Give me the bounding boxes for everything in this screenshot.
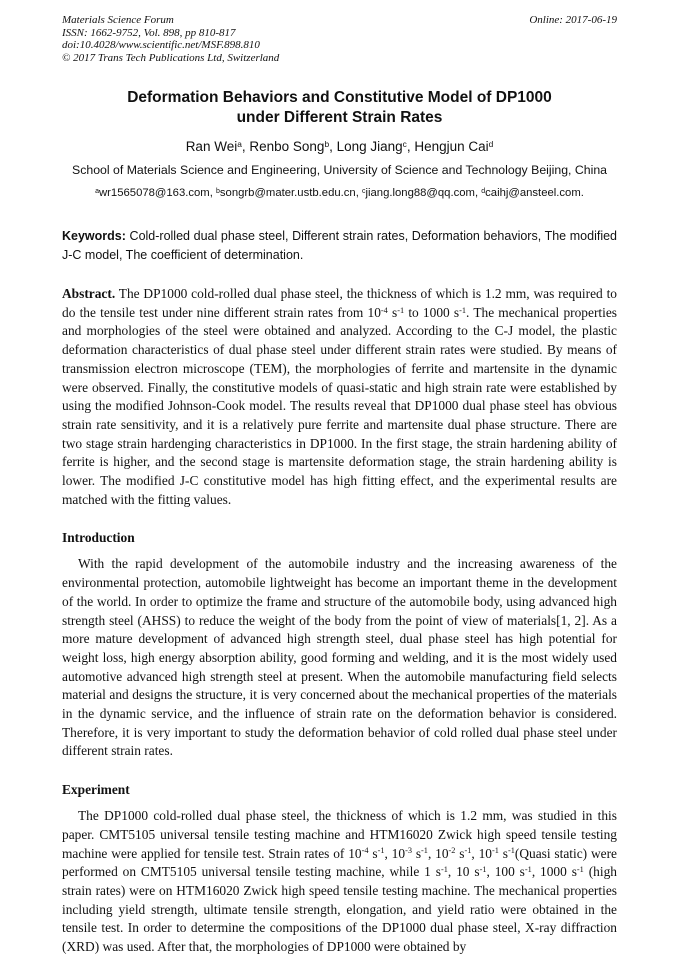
doi-line: doi:10.4028/www.scientific.net/MSF.898.810 [62,39,260,51]
section-heading-experiment: Experiment [62,782,130,798]
abstract-text: The DP1000 cold-rolled dual phase steel, the thickness of which is 1.2 mm, was required to do the tensile test under nine different strain rates from $10^{-4}$ $s^{-1}$ to 1000 $s^{-1}$. The mechanical properties and morphologies of the steel were obtained and analyzed. According to the C-J model, the plastic deformation characteristics of dual phase steel under different strain rates were studied. By means of transmission electron microscope (TEM), the morphologies of ferrite and martensite in the dynamic were observed. Finally, the constitutive models of quasi-static and high strain rate were established by using the modified Johnson-Cook model. The results reveal that DP1000 dual phase steel has obvious strain rate sensitivity, and it is a relatively pure ferrite and martensite dual phase structure. There are two stage strain hardenging characteristics in DP1000. In the first stage, the strain hardening ability of ferrite is higher, and the second stage is martensite deformation stage, the strain hardening ability is lower. The modified J-C constitutive model has high fitting effect, and the experimental results are matched with the fitting values. [62,286,617,507]
copyright-line: © 2017 Trans Tech Publications Ltd, Switzerland [62,51,280,64]
issn-line: ISSN: 1662-9752, Vol. 898, pp 810-817 [62,26,236,39]
journal-header [62,14,617,64]
paper-title [62,88,617,128]
journal-name: Materials Science Forum [62,14,174,26]
experiment-paragraph: The DP1000 cold-rolled dual phase steel, the thickness of which is 1.2 mm, was studied in this paper. CMT5105 universal tensile testing machine and HTM16020 Zwick high speed tensile testing machine were applied for tensile test. Strain rates of $10^{-4}$ $s^{-1}$, $10^{-3}$ $s^{-1}$, $10^{-2}$ $s^{-1}$, $10^{-1}$ $s^{-1}(Quasi$ static) were performed on CMT5105 universal tensile testing machine, while 1 $s^{-1}$, 10 $s^{-1}$, 100 $s^{-1}$, 1000 $s^{-1}$ (high strain rates) were on HTM16020 Zwick high speed tensile testing machine. The mechanical properties including yield strength, ultimate tensile strength, elongation, and yield ratio were obtained in the tensile test. In order to determine the compositions of the DP1000 dual phase steel, X-ray diffraction (XRD) was used. After that, the morphologies of DP1000 were obtained by [62,808,617,955]
section-heading-introduction: Introduction [62,530,135,546]
journal-header-left [62,14,279,64]
keywords-paragraph [62,227,617,265]
introduction-paragraph: With the rapid development of the automobile industry and the increasing awareness of the environmental protection, automobile lightweight has become an important theme in the development of the world. In order to optimize the frame and structure of the automobile body, using advanced high strength steel (AHSS) to reduce the weight of the body from the point of view of materials[1, 2]. As a more mature development of advanced high strength steel, dual phase steel has high potential for weight loss, high energy absorption ability, good forming and welding, and it is the most widely used automotive advanced high strength steel at present. When the automobile manufacturing field selects material and designs the structure, it is very concerned about the mechanical properties of the materials in the dynamic service, and the influence of strain rate on the deformation behavior is considered. Therefore, it is very important to study the deformation behavior of cold rolled dual phase steel under different strain rates. [62,556,617,759]
authors-line: Ran Wei$^a$, Renbo Song$^b$, Long Jiang$^c$, Hengjun Cai$^d$ [185,138,494,154]
paper-title-line2: under Different Strain Rates [236,109,443,126]
online-date: Online: 2017-06-19 [529,14,617,26]
abstract-paragraph [62,285,617,509]
abstract-label: Abstract. [62,286,116,301]
keywords-text: Cold-rolled dual phase steel, Different strain rates, Deformation behaviors, The modified J-C model, The coefficient of determination. [62,229,617,262]
affiliation-line: School of Materials Science and Engineering, University of Science and Technology Beijing, China [72,163,607,177]
keywords-label: Keywords: [62,229,126,243]
paper-title-line1: Deformation Behaviors and Constitutive Model of DP1000 [127,89,552,106]
emails-line: $^a$wr1565078@163.com, $^b$songrb@mater.ustb.edu.cn, $^c$jiang.long88@qq.com, $^d$caihj@ansteel.com. [95,187,584,199]
